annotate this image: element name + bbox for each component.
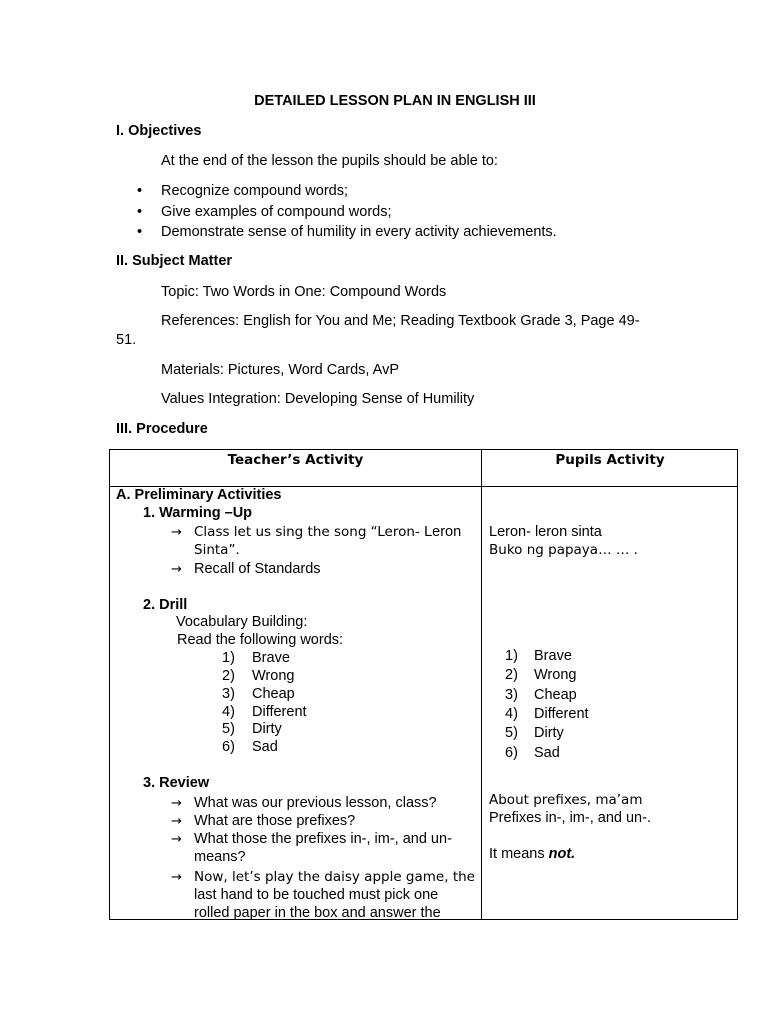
list-number: 4) — [222, 704, 235, 720]
list-number: 3) — [222, 686, 235, 702]
bullet-icon: • — [137, 204, 143, 220]
drill-word: Cheap — [252, 686, 295, 702]
list-number: 5) — [505, 725, 518, 741]
table-column-divider — [481, 450, 482, 919]
objective-item: Recognize compound words; — [161, 183, 348, 199]
warming-up-item-text-end: Leron — [424, 524, 462, 540]
list-number: 2) — [505, 667, 518, 683]
warming-up-item: Recall of Standards — [194, 561, 321, 577]
arrow-icon: → — [171, 870, 182, 885]
list-number: 2) — [222, 668, 235, 684]
list-number: 3) — [505, 687, 518, 703]
drill-word: Wrong — [252, 668, 295, 684]
review-question-continued: last hand to be touched must pick one — [194, 887, 439, 903]
review-question: What those the prefixes in-, im-, and un- — [194, 831, 452, 847]
pupils-answer-emphasis: not. — [548, 846, 576, 862]
review-heading: 3. Review — [143, 775, 210, 791]
list-number: 5) — [222, 721, 235, 737]
subject-matter-heading: II. Subject Matter — [116, 253, 233, 269]
arrow-icon: → — [171, 525, 182, 540]
warming-up-item-continued: Sinta”. — [194, 542, 240, 558]
list-number: 4) — [505, 706, 518, 722]
review-question-continued: rolled paper in the box and answer the — [194, 905, 441, 921]
pupils-answer-text: It means — [489, 846, 549, 862]
procedure-table — [109, 449, 738, 920]
pupils-song-line: Leron- leron sinta — [489, 524, 602, 540]
review-question: What are those prefixes? — [194, 813, 356, 829]
objective-item: Demonstrate sense of humility in every activity achievements. — [161, 224, 557, 240]
pupils-word: Cheap — [534, 687, 577, 703]
warming-up-item — [194, 524, 461, 540]
pupils-answer — [489, 846, 575, 862]
drill-word: Brave — [252, 650, 290, 666]
values-line: Values Integration: Developing Sense of Humility — [161, 391, 475, 407]
warming-up-item-text: Class let us sing the song “Leron- — [194, 524, 425, 540]
drill-word: Different — [252, 704, 307, 720]
references-line: References: English for You and Me; Reading Textbook Grade 3, Page 49- — [161, 313, 640, 329]
list-number: 6) — [505, 745, 518, 761]
arrow-icon: → — [171, 796, 182, 811]
pupils-answer: Prefixes in-, im-, and un-. — [489, 810, 651, 826]
objectives-intro: At the end of the lesson the pupils should be able to: — [161, 153, 498, 169]
teacher-activity-header: Teacher’s Activity — [227, 452, 364, 468]
drill-subheading: Vocabulary Building: — [176, 614, 308, 630]
pupils-answer: About prefixes, ma’am — [489, 792, 643, 808]
review-question-continued: means? — [194, 849, 246, 865]
references-line-continued: 51. — [116, 332, 137, 348]
materials-line: Materials: Pictures, Word Cards, AvP — [161, 362, 399, 378]
pupils-word: Different — [534, 706, 589, 722]
objectives-heading: I. Objectives — [116, 123, 202, 139]
review-question: Now, let’s play the daisy apple game, the — [194, 869, 475, 885]
procedure-heading: III. Procedure — [116, 421, 208, 437]
drill-instruction: Read the following words: — [177, 632, 344, 648]
topic-line: Topic: Two Words in One: Compound Words — [161, 284, 447, 300]
arrow-icon: → — [171, 562, 182, 577]
pupils-song-line: Buko ng papaya… … . — [489, 542, 638, 558]
pupils-word: Brave — [534, 648, 572, 664]
list-number: 6) — [222, 739, 235, 755]
pupils-activity-header: Pupils Activity — [555, 452, 665, 468]
arrow-icon: → — [171, 832, 182, 847]
drill-word: Sad — [252, 739, 278, 755]
list-number: 1) — [505, 648, 518, 664]
bullet-icon: • — [137, 183, 143, 199]
drill-heading: 2. Drill — [143, 597, 188, 613]
drill-word: Dirty — [252, 721, 282, 737]
review-question: What was our previous lesson, class? — [194, 795, 437, 811]
document-title: DETAILED LESSON PLAN IN ENGLISH III — [254, 93, 536, 109]
preliminary-activities-heading: A. Preliminary Activities — [116, 487, 282, 503]
pupils-word: Dirty — [534, 725, 564, 741]
pupils-word: Sad — [534, 745, 560, 761]
arrow-icon: → — [171, 814, 182, 829]
warming-up-heading: 1. Warming –Up — [143, 505, 253, 521]
list-number: 1) — [222, 650, 235, 666]
objective-item: Give examples of compound words; — [161, 204, 392, 220]
pupils-word: Wrong — [534, 667, 577, 683]
bullet-icon: • — [137, 224, 143, 240]
